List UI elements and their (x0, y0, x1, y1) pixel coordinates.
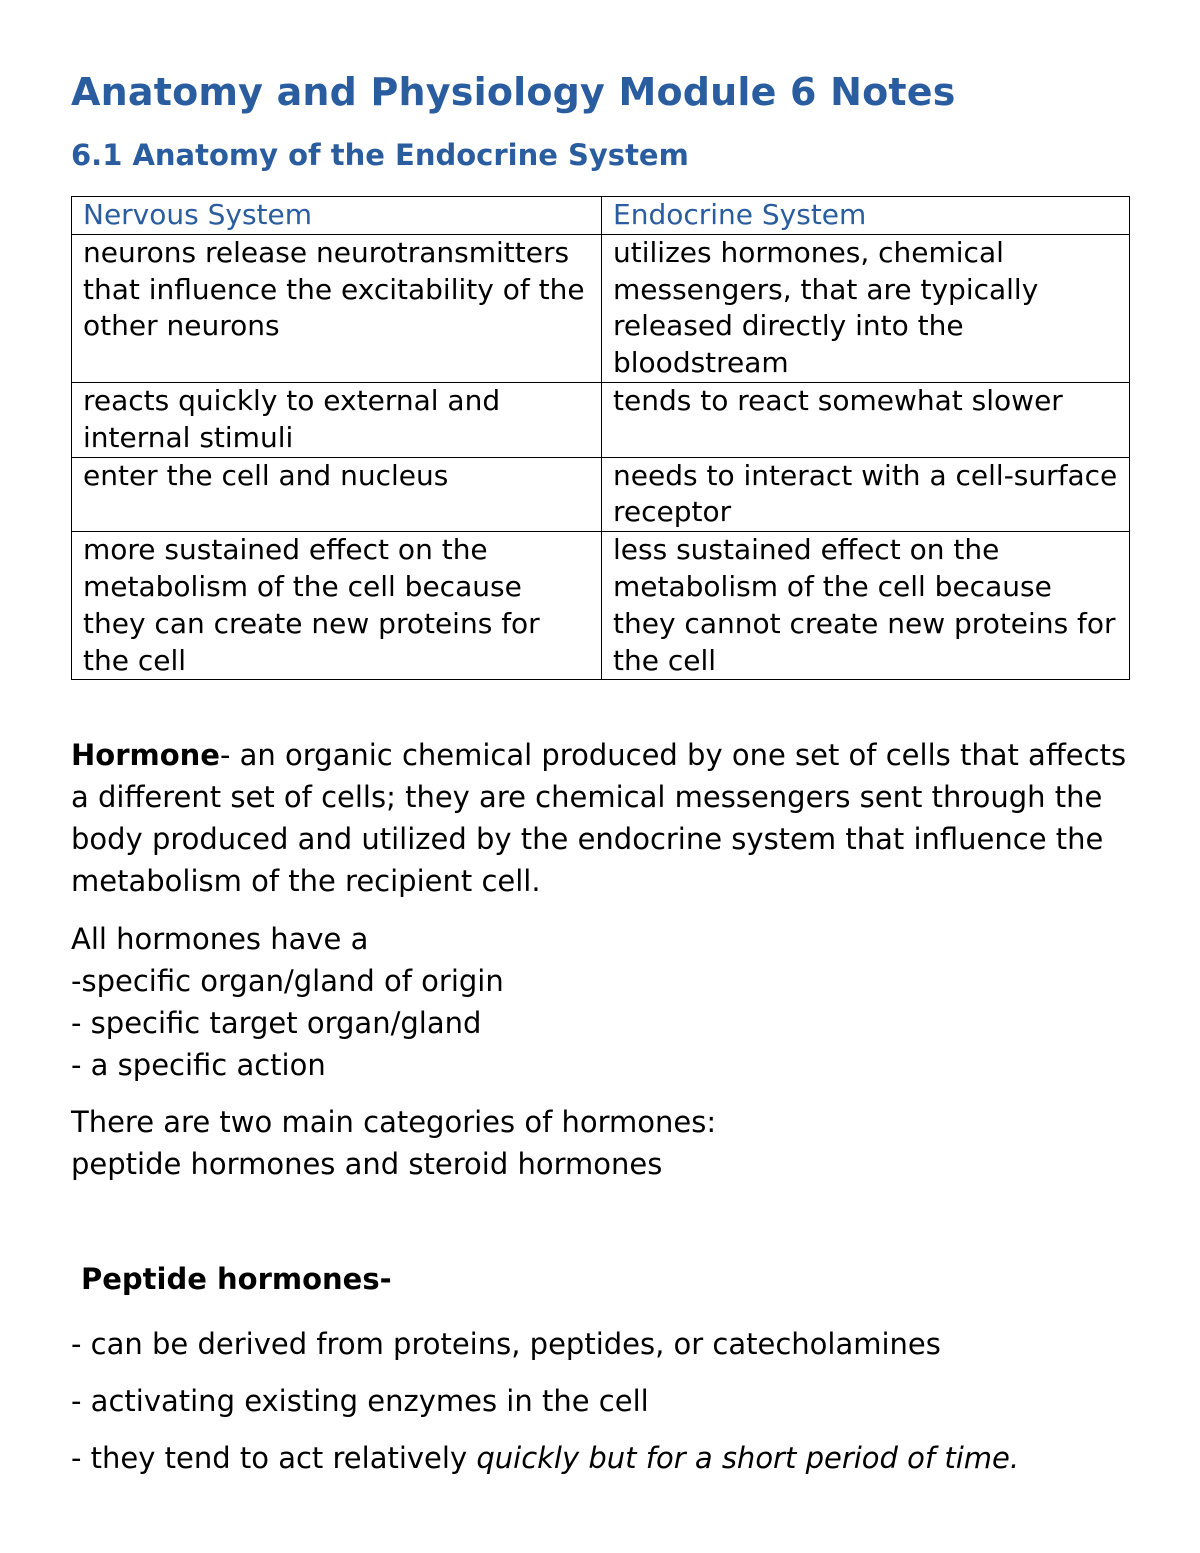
all-hormones-list (71, 918, 504, 1086)
categories-line: peptide hormones and steroid hormones (71, 1147, 663, 1181)
hormone-categories (71, 1101, 716, 1185)
hormone-term: Hormone (71, 738, 220, 772)
table-row (72, 457, 1130, 532)
list-item (71, 1430, 1019, 1487)
document-title: Anatomy and Physiology Module 6 Notes (71, 70, 956, 114)
categories-line: There are two main categories of hormones: (71, 1105, 717, 1139)
comparison-table (71, 196, 1130, 680)
table-cell: more sustained effect on the metabolism of the cell because they can create new proteins for the cell (72, 532, 602, 680)
peptide-heading: Peptide hormones- (81, 1262, 392, 1296)
table-row (72, 234, 1130, 382)
section-heading: 6.1 Anatomy of the Endocrine System (71, 138, 689, 172)
table-header-row (72, 197, 1130, 235)
table-cell: reacts quickly to external and internal stimuli (72, 382, 602, 457)
peptide-last-prefix: - they tend to act relatively (71, 1441, 477, 1475)
peptide-last-italic: quickly but for a short period of time. (476, 1441, 1020, 1475)
table-cell: neurons release neurotransmitters that influence the excitability of the other neurons (72, 234, 602, 382)
list-item: - can be derived from proteins, peptides, or catecholamines (71, 1327, 941, 1361)
table-header-cell: Endocrine System (602, 197, 1130, 235)
hormone-definition (71, 734, 1131, 902)
table-cell: less sustained effect on the metabolism of the cell because they cannot create new proteins for the cell (602, 532, 1130, 680)
hormone-definition-text: - an organic chemical produced by one set of cells that affects a different set of cells; they are chemical messengers sent through the body produced and utilized by the endocrine system that influence the metabolism of the recipient cell. (71, 738, 1127, 898)
list-item: - specific target organ/gland (71, 1006, 482, 1040)
table-row (72, 382, 1130, 457)
table-header-cell: Nervous System (72, 197, 602, 235)
table-cell: needs to interact with a cell-surface receptor (602, 457, 1130, 532)
list-item: - activating existing enzymes in the cell (71, 1384, 649, 1418)
list-item: - a specific action (71, 1048, 326, 1082)
all-hormones-intro: All hormones have a (71, 922, 369, 956)
table-cell: enter the cell and nucleus (72, 457, 602, 532)
table-cell: tends to react somewhat slower (602, 382, 1130, 457)
table-cell: utilizes hormones, chemical messengers, that are typically released directly into the bloodstream (602, 234, 1130, 382)
table-row (72, 532, 1130, 680)
peptide-list (71, 1316, 1019, 1487)
list-item: -specific organ/gland of origin (71, 964, 504, 998)
